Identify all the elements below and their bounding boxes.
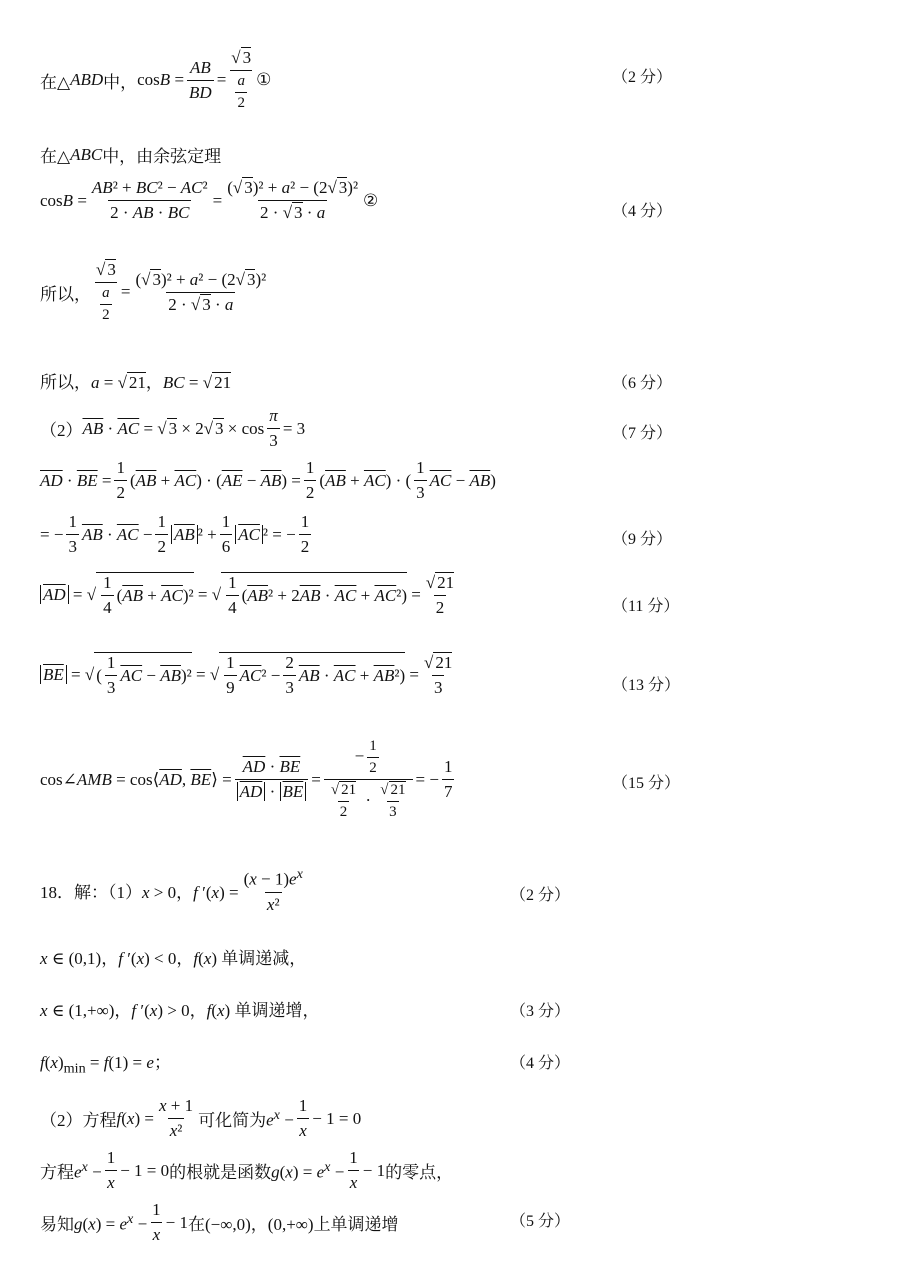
eq-result-a: 所以， a = √ 21，BC = √ 21 [40,373,232,392]
eq-ad-dot-be: $\overline{AD} \cdot \overline{BE}$ = $\frac{1}{2}$ $(\overline{AB} + \overline{AC}) \cdot (\overline{AE} - \overline{AB})$ = $\frac{1}{2}$ $(\overline{AB} + \overline{AC})$ · ( $\frac{1}{3}$ $\overline{AC} - \overline{AB}$) [40,458,496,502]
eq-cosB-cosine-law: cosB = $\frac{\text{AB² + BC² − AC²}}{2 \cdot AB \cdot BC}$ = $\frac{\text{(√ 3)² + a² − (2√ 3)²}}{2 \cdot √ 3 \cdot a}$ ② [40,178,379,222]
eq-cos-amb: cos∠AMB = $\cos⟨\overline{AD}$, $\overline{BE}⟩$ = $\frac{\overline{AD} \cdot \overline{BE}}{\overline{AD} \cdot \overline{BE}}$ = − $\frac{1}{2}$ $\frac{√ 21}{2}$ · $\frac{√ 21}{3}$ = − $\frac{1}{7}$ [40,738,453,820]
score-label: （3 分） [510,1003,571,1020]
score-label: （13 分） [612,677,681,694]
eq-norm-ad: $\overline{AD}$ = √ $\frac{1}{4}$ $(\overline{AB} + \overline{AC})^2$ = √ $\frac{1}{4}$ $(\overline{AB}^2 + 2\overline{AB} \cdot \overline{AC} + \overline{AC}^2)$ = $\frac{√ 21}{2}$ [40,572,459,618]
text-cosine-law: 在△ ABC 中，由余弦定理 [40,144,222,166]
eq-cosB-abd: 在△ ABD 中， cosB = $\frac{AB}{BD}$ = $\frac{√ 3}{\frac{a}{2}}$ ① [40,48,272,111]
eq-ad-dot-be-value: = − $\frac{1}{3}$ $\overline{AB} \cdot \overline{AC}$ − $\frac{1}{2}$ $\overline{AB}$ ² + $\frac{1}{6}$ $\overline{AC}$ ² = − $\frac{1}{2}$ [40,512,310,556]
score-label: （2 分） [510,887,571,904]
eq-norm-be: $\overline{BE}$ = √ ( $\frac{1}{3}$ $\overline{AC} - \overline{AB})^2$ = √ $\frac{1}{9}$ $\overline{AC}^2$ − $\frac{2}{3}$ $\overline{AB} \cdot \overline{AC} + \overline{AB}^2$) = $\frac{√ 21}{3}$ [40,652,457,698]
monotonic-g: 易知 $g(x) = e^x$ − $\frac{1}{x}$ − 1 在 (−∞,0)，(0,+∞) 上单调递增 [40,1200,399,1244]
increasing-interval: x ∈ (1,+∞)，f ′(x) > 0，f(x) 单调递增， [40,1001,320,1020]
score-label: （7 分） [612,425,673,442]
score-label: （11 分） [612,598,680,615]
score-label: （6 分） [612,375,673,392]
score-label: （2 分） [612,69,673,86]
score-label: （9 分） [612,531,673,548]
q18-part1: 18．解：（1） x > 0，f ′(x) = $\frac{(x - 1)e^x}{\text{x²}}$ [40,866,303,914]
minimum-value: $f(x)_{min} = f(1) = e$； [40,1053,171,1077]
score-label: （15 分） [612,775,681,792]
eq-ab-dot-ac: （2） $\overline{AB} \cdot \overline{AC}$ = √ 3 × 2√ 3 × cos $\frac{\pi}{3}$ = 3 [40,406,306,450]
q18-part2: （2）方程 f(x) = $\frac{x + 1}{\text{x²}}$ 可化简为 $e^x$ − $\frac{1}{x}$ − 1 = 0 [40,1096,362,1140]
text-in-triangle: 在△ [40,72,71,92]
score-label: （4 分） [510,1055,571,1072]
decreasing-interval: x ∈ (0,1)，f ′(x) < 0，f(x) 单调递减， [40,949,307,968]
score-label: （4 分） [612,203,673,220]
eq-combined: 所以， $\frac{√ 3}{\frac{a}{2}}$ = $\frac{\text{(√ 3)² + a² − (2√ 3)²}}{2 \cdot √ 3 \cdot a}$ [40,260,267,323]
score-label: （5 分） [510,1213,571,1230]
root-equivalence: 方程 $e^x$ − $\frac{1}{x}$ − 1 = 0 的根就是函数 $g(x) = e^x$ − $\frac{1}{x}$ − 1 的零点， [40,1148,454,1192]
